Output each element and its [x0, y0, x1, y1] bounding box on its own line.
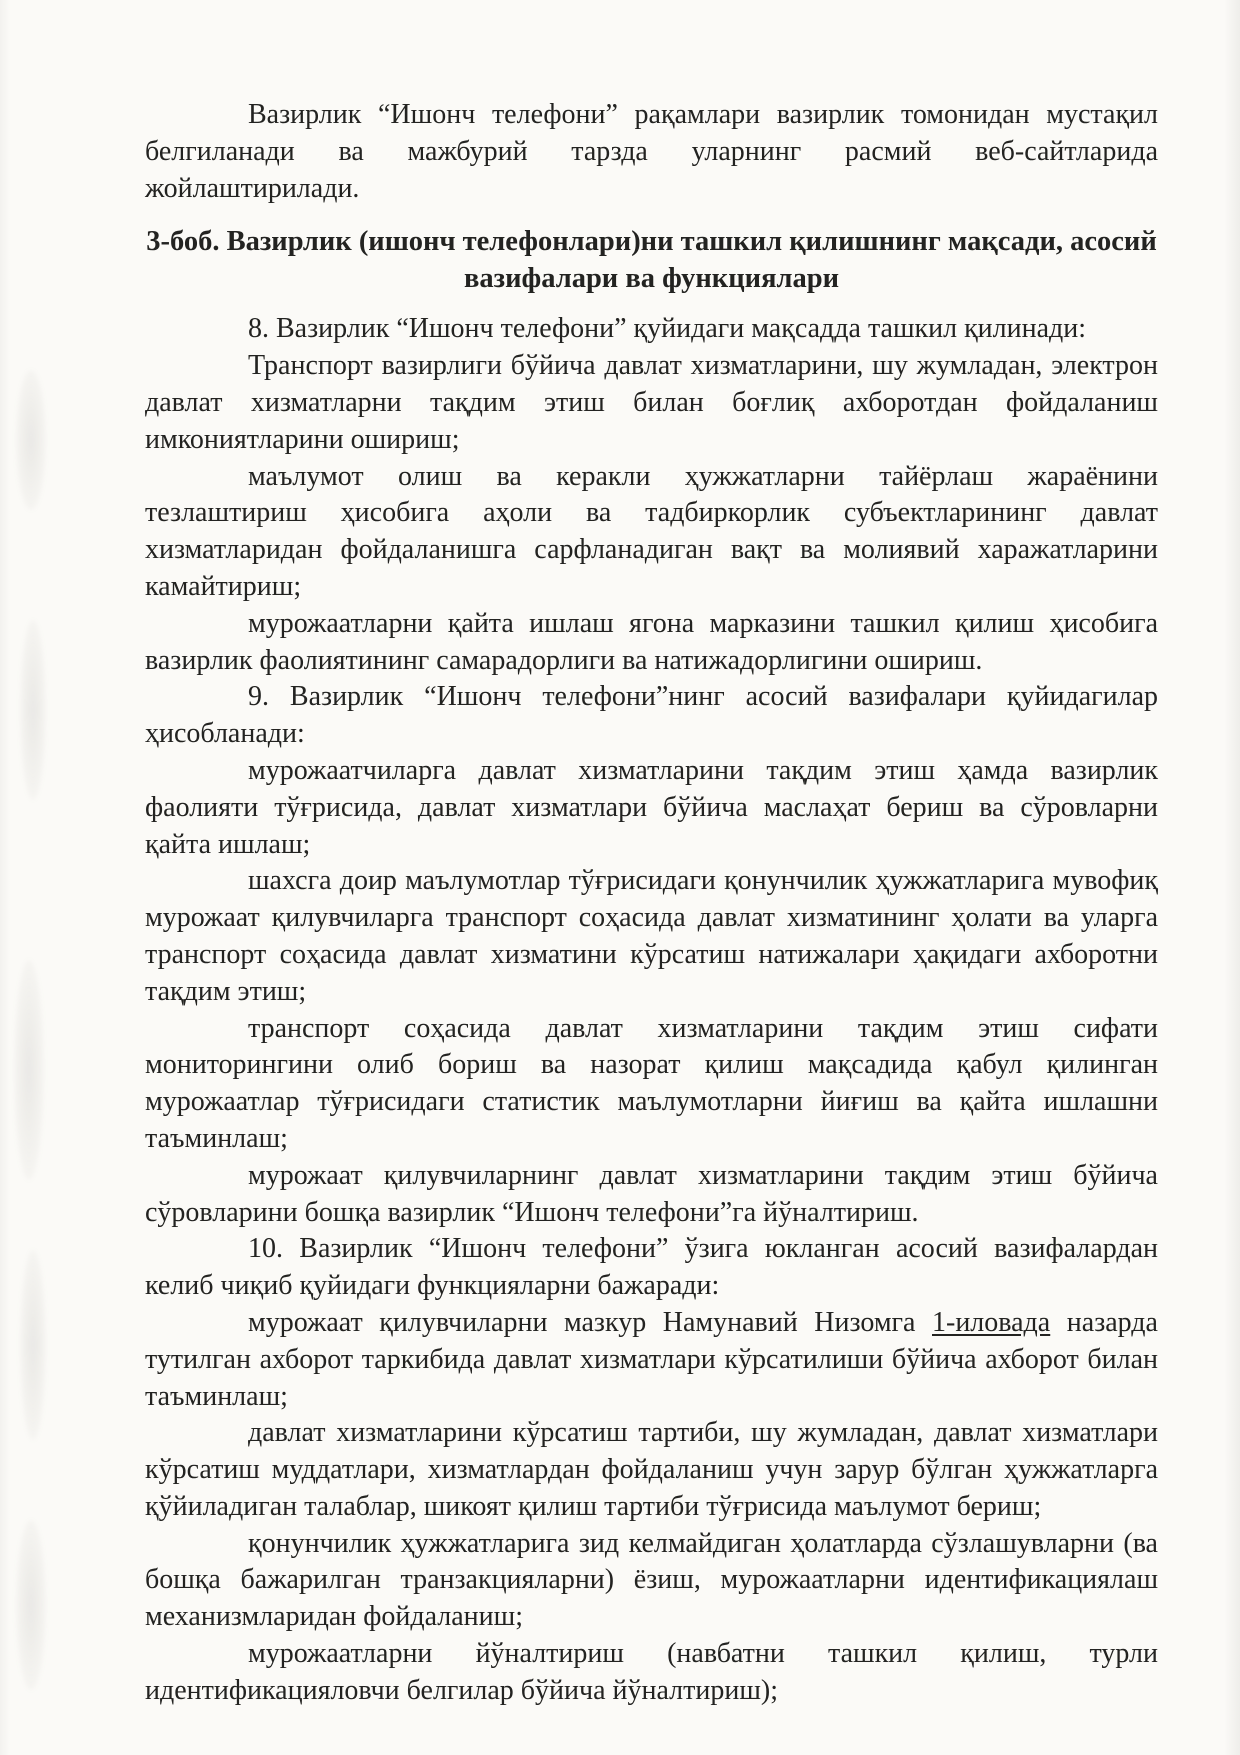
- paragraph: [145, 1526, 1158, 1636]
- text-run: давлат хизматларини кўрсатиш тартиби, шу жумладан, давлат хизматлари кўрсатиш муддатлари, хизматлардан фойдаланиш учун зарур бўлган ҳужжатларга қўйиладиган талаблар, шикоят қилиш тартиби тўғрисида маълумот бериш;: [145, 1417, 1158, 1522]
- section-heading: [145, 223, 1158, 297]
- paragraph: [145, 311, 1158, 348]
- paragraph: [145, 679, 1158, 753]
- paragraph: [145, 606, 1158, 680]
- text-run: маълумот олиш ва керакли ҳужжатларни тайёрлаш жараёнини тезлаштириш ҳисобига аҳоли ва тадбиркорлик субъектларининг давлат хизматларидан фойдаланишга сарфланадиган вақт ва молиявий харажатларини камайтириш;: [145, 460, 1158, 602]
- paragraph: [145, 1305, 1158, 1415]
- scan-smudge: [20, 1250, 46, 1440]
- paragraph: [145, 1636, 1158, 1710]
- underlined-annex-reference: 1-иловада: [932, 1306, 1051, 1338]
- scan-smudge: [20, 620, 46, 800]
- text-run: 10. Вазирлик “Ишонч телефони” ўзига юкланган асосий вазифалардан келиб чиқиб қуйидаги функцияларни бажаради:: [145, 1233, 1158, 1302]
- text-run: мурожаатчиларга давлат хизматларини тақдим этиш ҳамда вазирлик фаолияти тўғрисида, давлат хизматлари бўйича маслаҳат бериш ва сўровларни қайта ишлаш;: [145, 754, 1158, 860]
- scan-smudge: [14, 960, 44, 1180]
- text-run: мурожаат қилувчиларни мазкур Намунавий Низомга: [248, 1306, 932, 1338]
- paragraph: [145, 1231, 1158, 1305]
- text-run: 3-боб. Вазирлик (ишонч телефонлари)ни ташкил қилишнинг мақсади, асосий вазифалари ва функциялари: [146, 226, 1157, 295]
- paragraph: [145, 348, 1158, 458]
- scan-smudge: [16, 1520, 46, 1690]
- paragraph: [145, 753, 1158, 863]
- text-run: транспорт соҳасида давлат хизматларини тақдим этиш сифати мониторингини олиб бориш ва назорат қилиш мақсадида қабул қилинган мурожаатлар тўғрисидаги статистик маълумотларни йиғиш ва қайта ишлашни таъминлаш;: [145, 1012, 1158, 1154]
- text-run: назарда тутилган ахборот таркибида давлат хизматлари кўрсатилиши бўйича ахборот билан таъминлаш;: [145, 1306, 1158, 1412]
- text-run: 8. Вазирлик “Ишонч телефони” қуйидаги мақсадда ташкил қилинади:: [248, 313, 1087, 345]
- text-run: мурожаатларни йўналтириш (навбатни ташкил қилиш, турли идентификацияловчи белгилар бўйича йўналтириш);: [145, 1638, 1158, 1706]
- paragraph: [145, 1158, 1158, 1232]
- text-run: шахсга доир маълумотлар тўғрисидаги қонунчилик ҳужжатларига мувофиқ мурожаат қилувчиларга транспорт соҳасида давлат хизматининг ҳолати ва уларга транспорт соҳасида давлат хизматини кўрсатиш натижалари ҳақидаги ахборотни тақдим этиш;: [145, 865, 1158, 1007]
- text-run: мурожаатларни қайта ишлаш ягона марказини ташкил қилиш ҳисобига вазирлик фаолиятининг самарадорлиги ва натижадорлигини ошириш.: [145, 607, 1158, 676]
- text-run: қонунчилик ҳужжатларига зид келмайдиган ҳолатларда сўзлашувларни (ва бошқа бажарилган транзакцияларни) ёзиш, мурожаатларни идентификациялаш механизмларидан фойдаланиш;: [145, 1527, 1158, 1633]
- document-text-block: [145, 97, 1158, 1710]
- text-run: Вазирлик “Ишонч телефони” рақамлари вазирлик томонидан мустақил белгиланади ва мажбурий тарзда уларнинг расмий веб-сайтларида жойлаштирилади.: [145, 99, 1158, 204]
- text-run: 9. Вазирлик “Ишонч телефони”нинг асосий вазифалари қуйидагилар ҳисобланади:: [145, 681, 1158, 750]
- paragraph: [145, 863, 1158, 1010]
- text-run: Транспорт вазирлиги бўйича давлат хизматларини, шу жумладан, электрон давлат хизматларни тақдим этиш билан боғлиқ ахборотдан фойдаланиш имкониятларини ошириш;: [145, 350, 1158, 455]
- paragraph: [145, 97, 1158, 207]
- scan-edge-shading-right: [1224, 0, 1240, 1755]
- scan-edge-shading-left: [0, 0, 10, 1755]
- paragraph: [145, 1011, 1158, 1158]
- paragraph: [145, 459, 1158, 606]
- scan-smudge: [16, 370, 46, 510]
- paragraph: [145, 1415, 1158, 1525]
- text-run: мурожаат қилувчиларнинг давлат хизматларини тақдим этиш бўйича сўровларини бошқа вазирлик “Ишонч телефони”га йўналтириш.: [145, 1159, 1158, 1228]
